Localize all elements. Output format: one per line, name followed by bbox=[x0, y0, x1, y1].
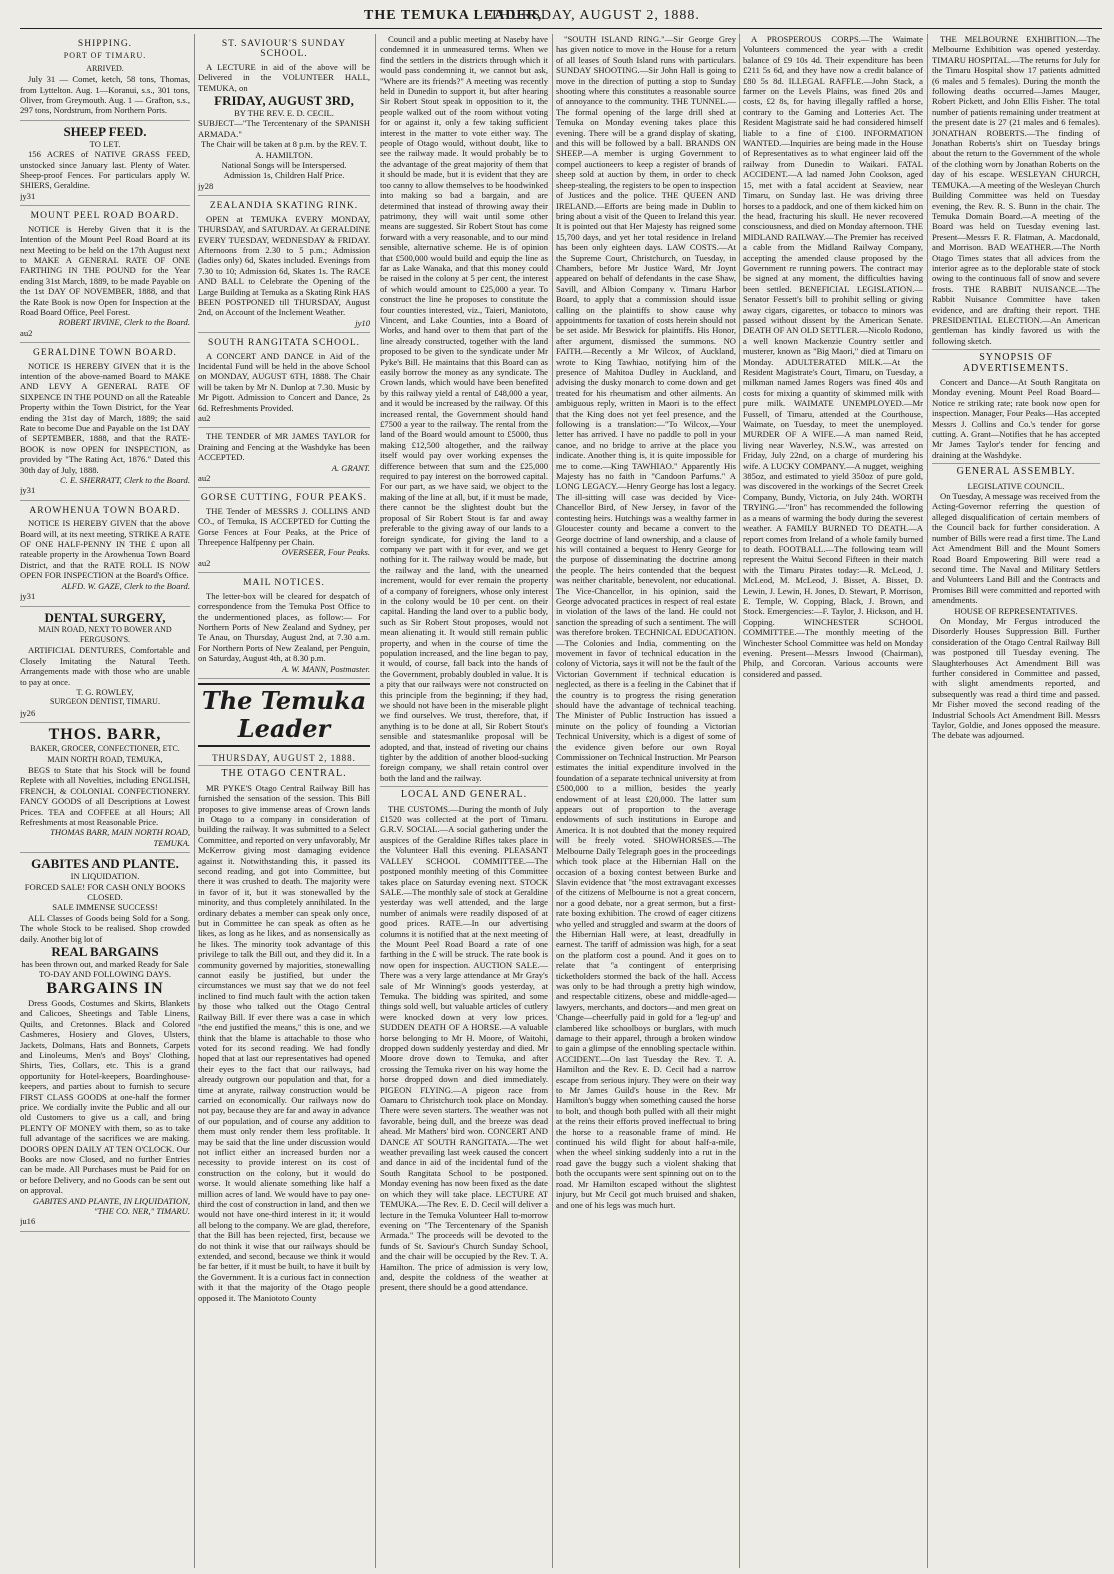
column-rule bbox=[739, 34, 740, 1568]
council-text: On Tuesday, A message was received from the Acting-Governor referring the question of alleged disqualification of certain members of the Council back for further consideration. A number of Bills were read a first time. The Land Act Amendment Bill and the Mount Somers Road Board Empowering Bill were read a second time. The Naval and Military Settlers and Volunteers Land Bill and the Contracts and Promises Bill were committed and reported with amendments. bbox=[932, 491, 1100, 606]
stsaviour-admission: Admission 1s, Children Half Price. bbox=[223, 170, 345, 181]
geraldine-code: jy31 bbox=[20, 485, 36, 496]
local-news-text-3: THE MELBOURNE EXHIBITION.—The Melbourne Exhibition was opened yesterday. TIMARU HOSPITAL.—The returns for July for the Timaru Hospital show 17 patients admitted (6 males and 5 females). During the month the following deaths occurred—James Mauger, Robert Pickett, and John Ellis Fisher. The total number of patients remaining under treatment at the present date is 27 (21 males and 6 females). JONATHAN ROBERTS.—The finding of Jonathan Roberts's shirt on Tuesday brings about the return to the Government of the whole of the clothing worn by Jonathan Roberts on the day of his escape. WESLEYAN CHURCH, TEMUKA.—A meeting of the Wesleyan Church Building Committee was held on Tuesday evening, the Rev. R. S. Bunn in the chair. The Temuka Domain Board.—A meeting of the Board was held on Tuesday evening last. Present—Messrs F. R. Flatman, A. Macdonald, and Morrison. BAD WEATHER.—The North Otago Times states that all advices from the interior agree as to the deplorable state of stock owing to the continuous fall of snow and severe frosts. THE RABBIT NUISANCE.—The Rabbit Nuisance Committee have taken evidence, and are drafting their report. THE PRESIDENTIAL ELECTION.—An American gentleman has kindly favored us with the following sketch. bbox=[932, 34, 1100, 346]
geraldine-signature: C. E. SHERRATT, Clerk to the Board. bbox=[59, 475, 190, 486]
sheep-title: SHEEP FEED. bbox=[63, 123, 147, 139]
column-rule bbox=[375, 34, 376, 1568]
synopsis-title: SYNOPSIS OF ADVERTISEMENTS. bbox=[962, 352, 1070, 374]
mail-signature: A. W. MANN, Postmaster. bbox=[281, 663, 370, 674]
gabites-code: ju16 bbox=[20, 1216, 36, 1227]
shipping-arrived: ARRIVED. bbox=[86, 63, 124, 73]
arowhenua-code: jy31 bbox=[20, 591, 36, 602]
geraldine-title: GERALDINE TOWN BOARD. bbox=[33, 348, 177, 359]
gabites-text2: has been thrown out, and marked Ready for Sale TO-DAY AND FOLLOWING DAYS. bbox=[21, 959, 189, 980]
stsaviour-chair: The Chair will be taken at 8 p.m. by the REV. T. A. HAMILTON. bbox=[201, 139, 367, 160]
stsaviour-code: jy28 bbox=[198, 180, 214, 191]
gorse-ad bbox=[198, 488, 370, 573]
newspaper-logo: The Temuka Leader bbox=[198, 683, 370, 747]
sheep-ad bbox=[20, 121, 190, 206]
barr-text: BEGS to State that his Stock will be found Replete with all Novelties, including ENGLISH, FRENCH, & COLONIAL CONFECTIONERY. FANCY GOODS of all Descriptions at Lowest Prices. TEA and COFFEE at all Hours; All Refreshments at most Reasonable Price. bbox=[20, 764, 190, 827]
dental-code: jy26 bbox=[20, 707, 36, 718]
divider bbox=[932, 463, 1100, 464]
shipping-title: SHIPPING. bbox=[77, 39, 133, 49]
column-rule bbox=[194, 34, 195, 1568]
southrangitata-code: au2 bbox=[198, 413, 211, 423]
tender-code: au2 bbox=[198, 473, 211, 484]
arowhenua-ad bbox=[20, 501, 190, 607]
stsaviour-ad bbox=[198, 34, 370, 196]
mail-ad bbox=[198, 573, 370, 679]
shipping-subtitle: PORT OF TIMARU. bbox=[63, 51, 147, 61]
mail-text: The letter-box will be cleared for despatch of correspondence from the Temuka Post Office to the undermentioned places, as follow:— For Northern Ports of New Zealand and Sydney, per Te Anau, on Thursday, August 2nd, at 7.30 a.m. For Northern Ports of New Zealand, per Penguin, on Saturday, August 4th, at 8.30 p.m. bbox=[198, 590, 370, 664]
synopsis-text: Concert and Dance—At South Rangitata on Monday evening. Mount Peel Road Board—Notice re striking rate; rate book now open for inspection. Manager, Four Peaks—Has accepted Messrs J. Collins and Co.'s tender for gorse cutting. A. Grant—Notifies that he has accepted Mr James Taylor's tender for fencing and draining at the Washdyke. bbox=[932, 377, 1100, 460]
dental-name: T. G. ROWLEY, bbox=[76, 686, 134, 697]
zealandia-text: OPEN at TEMUKA EVERY MONDAY, THURSDAY, and SATURDAY. At GERALDINE EVERY TUESDAY, WEDNESDAY & FRIDAY. Afternoons from 2.30 to 5 p.m.; Admission (ladies only) 6d, Skates included. Evenings from 7.30 to 10; Admission 6d, Skates 1s. The RACE AND BALL to Celebrate the Opening of the Large Building at Temuka as a Skating Rink HAS BEEN POSTPONED till THURSDAY, August 2nd, on Account of the Inclement Weather. bbox=[198, 213, 370, 318]
stsaviour-by: BY THE REV. E. D. CECIL. bbox=[234, 108, 334, 119]
assembly-title: GENERAL ASSEMBLY. bbox=[956, 466, 1076, 478]
gorse-title: GORSE CUTTING, FOUR PEAKS. bbox=[200, 493, 368, 504]
dental-role: SURGEON DENTIST, TIMARU. bbox=[50, 697, 160, 707]
stsaviour-subject: SUBJECT—"The Tercentenary of the SPANISH ARMADA." bbox=[198, 118, 370, 139]
tender-text: THE TENDER of MR JAMES TAYLOR for Draining and Fencing at the Washdyke has been ACCEPTED. bbox=[198, 431, 370, 463]
gorse-signature: OVERSEER, Four Peaks. bbox=[281, 547, 370, 558]
gabites-bargains: BARGAINS IN bbox=[46, 979, 164, 997]
editorial-title: THE OTAGO CENTRAL. bbox=[221, 768, 347, 780]
gorse-code: au2 bbox=[198, 557, 211, 568]
mountpeel-signature: ROBERT IRVINE, Clerk to the Board. bbox=[58, 317, 190, 328]
dateline: THURSDAY, AUGUST 2, 1888. bbox=[198, 751, 370, 766]
shipping-ad bbox=[20, 34, 190, 121]
geraldine-text: NOTICE IS HEREBY GIVEN that it is the intention of the above-named Board to MAKE AND LEVY A GENERAL RATE OF SIXPENCE IN THE POUND on all the Rateable Property within the Town District, for the Year ending the 31st day of March, 1889; the said Rate to become Due and Payable on the 1st DAY of SEPTEMBER, 1888, and that the RATE-BOOK is now OPEN for INSPECTION, as provided by "The Rating Act, 1876." Dated this 30th day of July, 1888. bbox=[20, 360, 190, 475]
gabites-ad bbox=[20, 853, 190, 1232]
column-4 bbox=[556, 34, 736, 1568]
shipping-text: July 31 — Comet, ketch, 58 tons, Thomas, from Lyttelton. Aug. 1—Koranui, s.s., 301 tons, Oliver, from Greymouth. Aug. 1 — Grafton, s.s., 297 tons, Nordstrum, from Northern Ports. bbox=[20, 74, 190, 116]
sheep-text: 156 ACRES of NATIVE GRASS FEED, unstocked since January last. Plenty of Water. Sheep-proof Fences. For particulars apply W. SHIERS, Geraldine. bbox=[20, 149, 190, 191]
divider bbox=[932, 349, 1100, 350]
arowhenua-text: NOTICE IS HEREBY GIVEN that the above Board will, at its next meeting, STRIKE A RATE OF ONE HALF-PENNY IN THE £ upon all rateable property in the Arowhenua Town Board District, and that the RATE ROLL IS NOW OPEN FOR INSPECTION at the Board's Office. bbox=[20, 518, 190, 581]
column-3 bbox=[380, 34, 548, 1568]
local-news-text: "SOUTH ISLAND RING."—Sir George Grey has given notice to move in the House for a return of all leases of South Island runs with particulars. SUNDAY SHOOTING.—Sir John Hall is going to move in the direction of putting a stop to Sunday shooting where this constitutes a reasonable source of annoyance to the community. THE TUNNEL.—The formal opening of the large drill shed at Temuka on Monday evening takes place this evening. There will be a grand display of skating, and this will be followed by a ball. BRANDS ON SHEEP.—A member is urging Government to compel auctioneers to keep a register of brands of sheep sold at auction by them, in order to check sheep-stealing, the registers to be open to inspection of Justices and the police. THE QUEEN AND IRELAND.—Efforts are being made in Dublin to bring about a visit of the Queen to Ireland this year. It is pointed out that Her Majesty has reigned some 15,700 days, and yet her total residence in Ireland has been only eighteen days. LAW COSTS.—At the Supreme Court, Christchurch, on Tuesday, in Chambers, before Mr Justice Ward, Mr Joynt appeared on behalf of defendants in the case Shaw, Savill, and Albion Company v. Timaru Harbor Board, to apply that a commission should issue calling on the plaintiffs to show cause why appointments for taxation of costs herein should not be set aside. Mr Beswick for plaintiffs. His Honor, after argument, dismissed the summons. NO FAITH.—Recently a Mr Wilcox, of Auckland, wrote to King Tawhiao, notifying him of the presence of Mahitoa Dudley in Auckland, and advising the dusky monarch to come down and get treated for his rheumatism and other ailments. An ambiguous reply, written in Maori is to the effect that the King does not yet feel presence, and the following is a translation:—"To Wilcox,—Your letter has arrived. I have no paddle to poll in your canoe, and no bridge to arrive at the place you indicate. Another thing is, it is quite impossible for me to come.—King TAWHIAO." Apparently His Majesty has no faith in "Candoon Parfums." A LONG LEGACY.—Henry George has lost a legacy. The ill-sitting will case was decided by Vice-Chancellor Bird, of New Jersey, in favor of the contesting heirs. Hutchings was a wealthy farmer in Gloucester county and became a convert to the George doctrine of land ownership, and a clause of his will contained a bequest to Henry George for the purpose of disseminating the doctrine among the people. The heirs contended that the bequest was neither charitable, benevolent, nor educational. The Vice-Chancellor, in his opinion, said the George advocated practices in respect of real estate in violation of the laws of the land. He could not sanction the spreading of such a sentiment. The will was therefore broken. TECHNICAL EDUCATION.—The Colonies and India, commenting on the movement in favor of technical education in the colony of Victoria, says it will not be the fault of the Victorian Government if technical education is neglected, as there is a feeling in the Cabinet that if the country is to progress the rising generation should have the advantage of technical teaching. The Minister of Public Instruction has issued a minute on the policy of founding a Victorian Technical University, which is a digest of some of the evidence given before our own Royal Commissioner on Technical Instruction. Mr Pearson estimates the initial expenditure involved in the foundation of a separate technical university at from £500,000 to a million, besides the yearly endowment of at least £20,000. The latter sum appears out of proportion to the average endowments of such institutions in Europe and America. It is not doubted that the money required will be freely voted. SHOWHORSES.—The Melbourne Daily Telegraph goes in the proceedings which took place at the Hibernian Hall on the occasion of a boxing contest between Burke and Slavin evidence that "the most extravagant excesses of the citizens of Melbourne is not a great concern, nor a good debate, nor a great sermon, but a first-rate boxing exhibition. The crowd of eager citizens who yelled and struggled and swarm at the doors of the Hibernian Hall were, at least, dreadfully in earnest. The tariff of admission was high, for a seat on the platform cost a pound. And it goes on to relate that "a contingent of enterprising ticketholders stormed the back of the hall. Access was only to be had through a pretty high window, and respectable citizens, obese and middle-aged—lawyers, merchants, and doctors—and men great on 'Change—cheerfully paid in gold for a 'leg-up' and clambered like schoolboys or burglars, with much damage to their apparel, through a broken window to gain a glimpse of the ennobling spectacle within. ACCIDENT.—On last Tuesday the Rev. T. A. Hamilton and the Rev. E. D. Cecil had a narrow escape from serious injury. They were on their way to Mr James Guild's house in the Rev. Mr Hamilton's buggy when something caused the horse to bolt, and though both pulled with all their might at the reins their efforts proved ineffectual to bring the horse to a reasonable frame of mind. He continued his wild flight for about half-a-mile, when the wheel sinking suddenly into a rut in the road gave the buggy such a violent shaking that both the occupants were sent spinning out on to the road. Mr Hamilton escaped without the slightest injury, but Mr Cecil got much bruised and shaken, and one of his legs was much hurt. bbox=[556, 34, 736, 1210]
barr-ad bbox=[20, 723, 190, 853]
editorial-text: MR PYKE'S Otago Central Railway Bill has furnished the sensation of the session. This Bill proposes to give immense areas of Crown lands in Otago to a company in consideration of building the railway. It was submitted to a Select Committee, and reported on very unfavorably, Mr McKerrow giving most damaging evidence against it. Notwithstanding this, it passed its second reading, and got into Committee, but there it was crushed to death. The majority were in favor of it, but it was stonewalled by the minority, and thus completely annihilated. In the ordinary debates a member can speak only once, but in Committee he can speak as often as he likes, as long as he likes, and as nonsensically as he likes. The minority took advantage of this privilege to talk the Bill out, and they did it. In a community governed by majorities, stonewalling cannot easily be justified, but under the circumstances we must say that we do not feel inclined to find much fault with the action taken by those who talked out the Otago Central Railway Bill. If ever there was a case in which "the end justified the means," this is one, and we think that the blame is attachable to those who voted for its second reading. We had fondly hoped that at last our representatives had opened their eyes to the fact that our railways, had already outgrown our population and that, for a time at anyrate, railway construction would be carried on economically. Our railways now do not pay, because they are far and away in advance of our population, and of course any addition to them must only render them less profitable. It may be said that the line under discussion would not inflict either an increased burden nor a necessity to provide interest on its cost of construction on the colony, but it would do worse. It would alienate something like half a million acres of land. We would have to pay one-third the cost of construction in land, and then we would not have one-third interest in it; it would all belong to the company. We are glad, therefore, that the Bill has been rejected, first, because we do not think it wise that our railways should be extended, and second, because we think it would be far better, if it must be built, to have it built by the Government. It is a curious fact in connection with it that the majority of the Otago people opposed it. The Maniototo County bbox=[198, 782, 370, 1303]
gabites-forced: FORCED SALE! FOR CASH ONLY BOOKS CLOSED. bbox=[24, 881, 186, 903]
zealandia-title: ZEALANDIA SKATING RINK. bbox=[209, 201, 359, 212]
tender-signature: A. GRANT. bbox=[331, 462, 370, 473]
geraldine-ad bbox=[20, 343, 190, 501]
dental-ad bbox=[20, 607, 190, 724]
council-title: LEGISLATIVE COUNCIL. bbox=[967, 480, 1065, 491]
gabites-text3: Dress Goods, Costumes and Skirts, Blankets and Calicoes, Sheetings and Table Linens, Quilts, and Cretonnes. Black and Colored Cashmeres, Hosiery and Gloves, Ulsters, Jackets, Dolmans, Hats and Bonnets, Carpets and Linoleums, Men's and Boys' Clothing, Shirts, Ties, Collars, etc. This is a grand opportunity for Hotel-keepers, Boardinghouse-keepers, and parties about to furnish to secure FIRST CLASS GOODS at one-half the former price. We cordially invite the Public and all our old Customers to give us a call, and bring PLENTY OF MONEY with them, so as to take full advantage of the sacrifices we are making. DOORS OPEN DAILY AT TEN O'CLOCK. Our Books are now Closed, and no further Entries can be made. All Purchases must be Paid for on or before Delivery, and no Goods can be sent out on approval. bbox=[20, 997, 190, 1196]
southrangitata-title: SOUTH RANGITATA SCHOOL. bbox=[207, 338, 361, 349]
local-general-title: LOCAL AND GENERAL. bbox=[400, 789, 528, 801]
gabites-signature: GABITES AND PLANTE, IN LIQUIDATION, "THE CO. NER," TIMARU. bbox=[32, 1195, 190, 1216]
column-2 bbox=[198, 34, 370, 1568]
barr-address: MAIN NORTH ROAD, TEMUKA, bbox=[47, 754, 163, 764]
mountpeel-title: MOUNT PEEL ROAD BOARD. bbox=[30, 211, 180, 222]
editorial-continued: Council and a public meeting at Naseby have condemned it in unmeasured terms. When we find the settlers in the districts through which it would pass condemning it, we cannot but ask, "Where are its friends?" A meeting was recently held in Dunedin to support it, but after hearing Sir Robert Stout speak in opposition to it, the people walked out of the room without voting for or against it, only a few taking sufficient interest in the matter to vote either way. The people of Otago would, without doubt, like to see the railway made. It would probably be to the advantage of the great majority of them that it should be made, but it is evident that they are too canny to allow themselves to be hoodwinked into making so bad a bargain, and are determined that instead of throwing away their patrimony, they will wait until some other means are suggested. Sir Robert Stout has come forward with a very reasonable, and to our mind sensible, alternative scheme. He is of opinion that £500,000 would build and equip the line as far as Lake Wanaka, and that this money could be raised in the colony at 5 per cent, the interest of which would amount to £25,000 a year. To construct the line he proposes to constitute the four counties interested, viz., Taieri, Maniototo, Vincent, and Lake Counties, into a Board of Works, and hand over to them that part of the line already constructed, together with the land proposed to be given to the syndicate under Mr Pyke's Bill. He maintains that this Board can as easily borrow the money as any syndicate. The Crown lands, which would have been benefited by this railway yield a rental of £48,000 a year, and it would be increased by the railway. Of this increased rental, the Government should hand £7500 a year to the railway. The rental from the land of the Board would amount to £5000, thus making £12,500 altogether, and the railway itself would pay over working expenses the difference between that sum and the £25,000 required to pay interest on the borrowed capital. For our part, as we have said, we object to the making of the line at all, but, if it must be made, there cannot be the slightest doubt but the proposal of Sir Robert Stout is far and away preferable to the giving away of our lands to a foreign syndicate, for giving the land to a company we part with it for ever, and we get nothing for it. The railway would be made, but the railway and the land, with the unearned increment, would for ever remain the property of a company of foreigners, whose only interest in the colony would be 10 per cent. on their capital. Handing the land over to a public body, such as Sir Robert Stout proposes, would not mean alienating it. It would still remain public property, and when in the course of time the population increased, and the line began to pay, it would, of course, fall back into the hands of the Government, probably doubled in value. It is a pity that our railways were not constructed on this principle from the beginning; if they had, we should not have been in the miserable plight we find ourselves. We trust, therefore, that, if anything is to be done at all, Sir Robert Stout's sensible and statesmanlike proposal will be adopted, and that, instead of riveting our chains tighter by the addition of another blood-sucking foreign company, we shall retain control over both the land and the railway. bbox=[380, 34, 548, 783]
gabites-title: GABITES AND PLANTE. bbox=[31, 856, 179, 872]
column-rule bbox=[552, 34, 553, 1568]
masthead-title: THE TEMUKA LEADER, bbox=[364, 8, 543, 23]
zealandia-ad bbox=[198, 196, 370, 333]
dental-title: DENTAL SURGERY, bbox=[44, 609, 166, 625]
dental-text: ARTIFICIAL DENTURES, Comfortable and Closely Imitating the Natural Teeth. Arrangements made with those who are unable to pay at once. bbox=[20, 645, 190, 687]
barr-subtitle: BAKER, GROCER, CONFECTIONER, ETC. bbox=[30, 744, 180, 754]
masthead-date: THURSDAY, AUGUST 2, 1888. bbox=[490, 8, 700, 23]
column-1 bbox=[20, 34, 190, 1568]
column-rule bbox=[927, 34, 928, 1568]
column-6 bbox=[932, 34, 1100, 1568]
masthead bbox=[20, 6, 1102, 29]
southrangitata-text: A CONCERT AND DANCE in Aid of the Incidental Fund will be held in the above School on MONDAY, AUGUST 6TH, 1888. The Chair will be taken by Mr N. Dunlop at 7.30. Music by Mr Pigott. Admission to Concert and Dance, 2s 6d. Refreshments Provided. bbox=[198, 350, 370, 413]
stsaviour-date: FRIDAY, AUGUST 3RD, bbox=[214, 93, 354, 109]
mail-title: MAIL NOTICES. bbox=[243, 578, 325, 589]
local-general-text: THE CUSTOMS.—During the month of July £1520 was collected at the port of Timaru. G.R.V. SOCIAL.—A social gathering under the auspices of the Geraldine Rifles takes place in the Volunteer Hall this evening. PLEASANT VALLEY SCHOOL COMMITTEE.—The postponed monthly meeting of this Committee takes place on Saturday evening next. STOCK SALE.—The monthly sale of stock at Geraldine yesterday was well attended, and the large number of animals were readily disposed of at good prices. RATE.—In our advertising columns it is notified that at the next meeting of the Mount Peel Road Board a rate of one farthing in the £ will be struck. The rate book is now open for inspection. AUCTION SALE.—There was a very large attendance at Mr Gray's sale of Mr Winning's goods yesterday, at Temuka. The bidding was spirited, and some things sold well, but valuable articles of cutlery were knocked down at very low prices. SUDDEN DEATH OF A HORSE.—A valuable horse belonging to Mr H. Moore, of Waitohi, dropped down suddenly yesterday and died. Mr Moore drove down to Temuka, and after crossing the Temuka river on his way home the horse dropped down and died immediately. PIGEON FLYING.—A pigeon race from Oamaru to Christchurch took place on Monday. There were seven starters. The weather was not favorable, being dull, and the breeze was dead ahead. Mr Mathers' bird won. CONCERT AND DANCE AT SOUTH RANGITATA.—The wet weather prevailing last week caused the concert and dance in aid of the incidental fund of the South Rangitata School to be postponed. Monday evening has now been fixed as the date on which they will take place. LECTURE AT TEMUKA.—The Rev. E. D. Cecil will deliver a lecture in the Temuka Volunteer Hall to-morrow evening on "The Tercentenary of the Spanish Armada." The proceeds will be devoted to the funds of St. Saviour's Church Sunday School, and the chair will be occupied by the Rev. T. A. Hamilton. The price of admission is very low, and, despite the coldness of the weather at present, there should be a good attendance. bbox=[380, 803, 548, 1293]
house-text: On Monday, Mr Fergus introduced the Disorderly Houses Suppression Bill. Further consideration of the Otago Central Railway Bill was postponed till Tuesday evening. The Slaughterhouses Act Amendment Bill was further considered in Committee and passed, with slight amendments reported, and subsequently was read a third time and passed. Mr Fisher moved the second reading of the Industrial Schools Act Amendment Bill. Messrs Taylor, Goldie, and Jones opposed the measure. The debate was adjourned. bbox=[932, 615, 1100, 741]
divider bbox=[380, 786, 548, 787]
sheep-code: jy31 bbox=[20, 190, 36, 201]
gabites-text: ALL Classes of Goods being Sold for a Song. The whole Stock to be realised. Shop crowded daily. Another big lot of bbox=[20, 912, 190, 944]
tender-ad bbox=[198, 428, 370, 488]
stsaviour-text: A LECTURE in aid of the above will be Delivered in the VOLUNTEER HALL, TEMUKA, on bbox=[198, 61, 370, 93]
local-news-text-2: A PROSPEROUS CORPS.—The Waimate Volunteers commenced the year with a credit balance of £9 10s 4d. Their expenditure has been £211 5s 6d, and they have now a credit balance of £80 5s 8d. ILLEGAL RAFFLE.—John Stack, a farmer on the Levels Plains, was fined 20s and costs, £2 8s, for having illegally raffled a horse, contrary to the Gaming and Lotteries Act. The Resident Magistrate said he had considered himself liable to a fine of £100. INFORMATION WANTED.—Inquiries are being made in the House of Representatives as to what engineer laid off the railway from Dunedin to Waikari. FATAL ACCIDENT.—A lad named John Cookson, aged 15, met with a fatal accident at Seaview, near Timaru, on Sunday last. He was driving three horses to a paddock, and one of them kicked him on the head, fracturing his skull. He never recovered consciousness, and died on Monday afternoon. THE MIDLAND RAILWAY.—The Premier has received a cable from the Midland Railway Company, accepting the amended clause proposed by the Government re running powers. The contract may be signed at any moment, the difficulties having been settled. BENEFICIAL LEGISLATION.—Senator Fessett's bill to prohibit selling or giving away cigars, cigarettes, or tobacco to minors was passed without dissent by the American Senate. DEATH OF AN OLD SETTLER.—Nicolo Rodono, a well known Mackenzie Country settler and musterer, known as "Big Maori," died at Timaru on Monday. ADULTERATED MILK.—At the Resident Magistrate's Court, Timaru, on Tuesday, a milkman named James Rogers was fined 40s and costs for mixing a quantity of skimmed milk with pure milk. WAIMATE UNEMPLOYED.—Mr Fussell, of Timaru, attended at the Courthouse, Waimate, on Tuesday, to meet the unemployed. MURDER OF A WIFE.—A man named Reid, living near Waverley, N.S.W., was arrested on Friday, July 22nd, on a charge of murdering his wife. A LUCKY COMPANY.—A nugget, weighing 385oz, and estimated to yield 350oz of pure gold, was discovered in the workings of the Secret Creek Company, Bundy, Victoria, on July 24th. WORTH TRYING.—"Iron" has recommended the following as a means of warming the body during the severest weather. A FAMILY BURNED TO DEATH.—A report comes from Ireland of a whole family burned to death. FOOTBALL.—The following team will represent the Waitui Second Fifteen in their match with the Timaru Pirates today:—R. McLeod, J. McLeod, M. McLeod, J. Bisset, A. Bisset, D. Lewin, J. Lewin, H. Jones, D. Stewart, P. Morrison, E. Temple, W. Copping, Black, J. Brown, and Stock. Emergencies:—F. Taylor, J. Hickson, and H. Copping. WINCHESTER SCHOOL COMMITTEE.—The monthly meeting of the Winchester School Committee was held on Monday evening. Present—Messrs Inwood (Chairman), Philp, and Corcoran. Various accounts were considered and passed. bbox=[743, 34, 923, 679]
gabites-subtitle: IN LIQUIDATION. bbox=[70, 871, 140, 882]
arowhenua-signature: ALFD. W. GAZE, Clerk to the Board. bbox=[61, 580, 190, 591]
mountpeel-ad bbox=[20, 206, 190, 343]
gorse-text: THE Tender of MESSRS J. COLLINS AND CO., of Temuka, IS ACCEPTED for Cutting the Gorse Fences at Four Peaks, at the Price of Threepence Halfpenny per Chain. bbox=[198, 505, 370, 548]
dental-subtitle: MAIN ROAD, NEXT TO BOWER AND FERGUSON'S. bbox=[38, 624, 172, 644]
barr-title: THOS. BARR, bbox=[48, 726, 162, 744]
house-title: HOUSE OF REPRESENTATIVES. bbox=[954, 605, 1078, 616]
gabites-real: REAL BARGAINS bbox=[51, 944, 159, 960]
column-5 bbox=[743, 34, 923, 1568]
stsaviour-title: ST. SAVIOUR'S SUNDAY SCHOOL. bbox=[221, 39, 347, 60]
arowhenua-title: AROWHENUA TOWN BOARD. bbox=[29, 505, 181, 516]
southrangitata-ad bbox=[198, 333, 370, 428]
sheep-subtitle: TO LET. bbox=[89, 138, 121, 149]
zealandia-code: jy10 bbox=[355, 317, 370, 328]
stsaviour-songs: National Songs will be Interspersed. bbox=[221, 160, 347, 171]
mountpeel-code: au2 bbox=[20, 327, 33, 338]
barr-signature: THOMAS BARR, MAIN NORTH ROAD, TEMUKA. bbox=[50, 827, 190, 848]
mountpeel-text: NOTICE is Hereby Given that it is the Intention of the Mount Peel Road Board at its next Meeting to be held on the 17th August next to MAKE A GENERAL RATE OF ONE FARTHING IN THE POUND for the Year ending 31st March, 1889, to be made Payable on the 1st DAY OF NOVEMBER, 1888, and that the Rate Book is now Open for Inspection at the Road Board Office, Peel Forest. bbox=[20, 223, 190, 317]
gabites-sale: SALE IMMENSE SUCCESS! bbox=[52, 902, 158, 913]
